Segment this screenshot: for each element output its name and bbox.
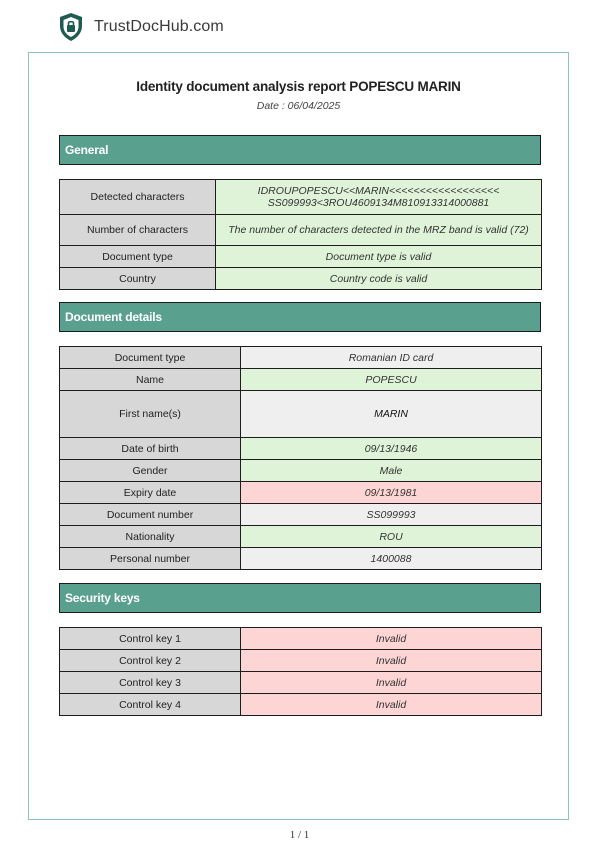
table-row <box>60 482 542 504</box>
row-value: 09/13/1946 <box>241 438 542 460</box>
row-label: Control key 1 <box>60 628 241 650</box>
brand-header[interactable] <box>58 12 224 42</box>
row-value: Invalid <box>241 650 542 672</box>
row-value: SS099993 <box>241 504 542 526</box>
mrz-line-2: SS099993<3ROU4609134M810913314000881 <box>267 197 490 209</box>
section-header-document-details: Document details <box>59 302 541 332</box>
brand-name: TrustDocHub.com <box>94 18 224 35</box>
row-label: Personal number <box>60 548 241 570</box>
row-label: Country <box>60 268 216 290</box>
row-value: Male <box>241 460 542 482</box>
row-value: Romanian ID card <box>241 347 542 369</box>
row-value: POPESCU <box>241 369 542 391</box>
row-label: Control key 3 <box>60 672 241 694</box>
row-label: Document number <box>60 504 241 526</box>
table-row <box>60 672 542 694</box>
row-value: 1400088 <box>241 548 542 570</box>
section-header-general: General <box>59 135 541 165</box>
row-value: ROU <box>241 526 542 548</box>
table-row <box>60 215 542 246</box>
page-indicator: 1 / 1 <box>289 829 310 841</box>
row-label: Control key 2 <box>60 650 241 672</box>
table-row <box>60 526 542 548</box>
report-title: Identity document analysis report POPESCU MARIN <box>136 79 461 94</box>
row-value: The number of characters detected in the MRZ band is valid (72) <box>216 215 542 246</box>
row-label: Gender <box>60 460 241 482</box>
mrz-value <box>216 180 542 215</box>
table-row <box>60 438 542 460</box>
table-row <box>60 460 542 482</box>
shield-lock-icon <box>58 12 84 42</box>
mrz-line-1: IDROUPOPESCU<<MARIN<<<<<<<<<<<<<<<<<< <box>257 185 500 197</box>
row-label: Expiry date <box>60 482 241 504</box>
row-label: Name <box>60 369 241 391</box>
report-date: Date : 06/04/2025 <box>256 100 341 112</box>
report-page <box>28 52 569 820</box>
row-value: Invalid <box>241 672 542 694</box>
table-row <box>60 650 542 672</box>
security-keys-table <box>59 627 542 716</box>
table-row <box>60 628 542 650</box>
document-details-table <box>59 346 542 570</box>
row-label: Nationality <box>60 526 241 548</box>
row-label: Detected characters <box>60 180 216 215</box>
row-value: Invalid <box>241 628 542 650</box>
row-label: Control key 4 <box>60 694 241 716</box>
table-row <box>60 268 542 290</box>
row-value: MARIN <box>241 391 542 438</box>
row-label: First name(s) <box>60 391 241 438</box>
row-label: Number of characters <box>60 215 216 246</box>
row-value: Country code is valid <box>216 268 542 290</box>
table-row <box>60 180 542 215</box>
row-value: Document type is valid <box>216 246 542 268</box>
row-value: Invalid <box>241 694 542 716</box>
general-table <box>59 179 542 290</box>
table-row <box>60 391 542 438</box>
row-value: 09/13/1981 <box>241 482 542 504</box>
table-row <box>60 504 542 526</box>
row-label: Document type <box>60 347 241 369</box>
row-label: Date of birth <box>60 438 241 460</box>
table-row <box>60 694 542 716</box>
row-label: Document type <box>60 246 216 268</box>
table-row <box>60 548 542 570</box>
table-row <box>60 246 542 268</box>
table-row <box>60 347 542 369</box>
table-row <box>60 369 542 391</box>
section-header-security-keys: Security keys <box>59 583 541 613</box>
